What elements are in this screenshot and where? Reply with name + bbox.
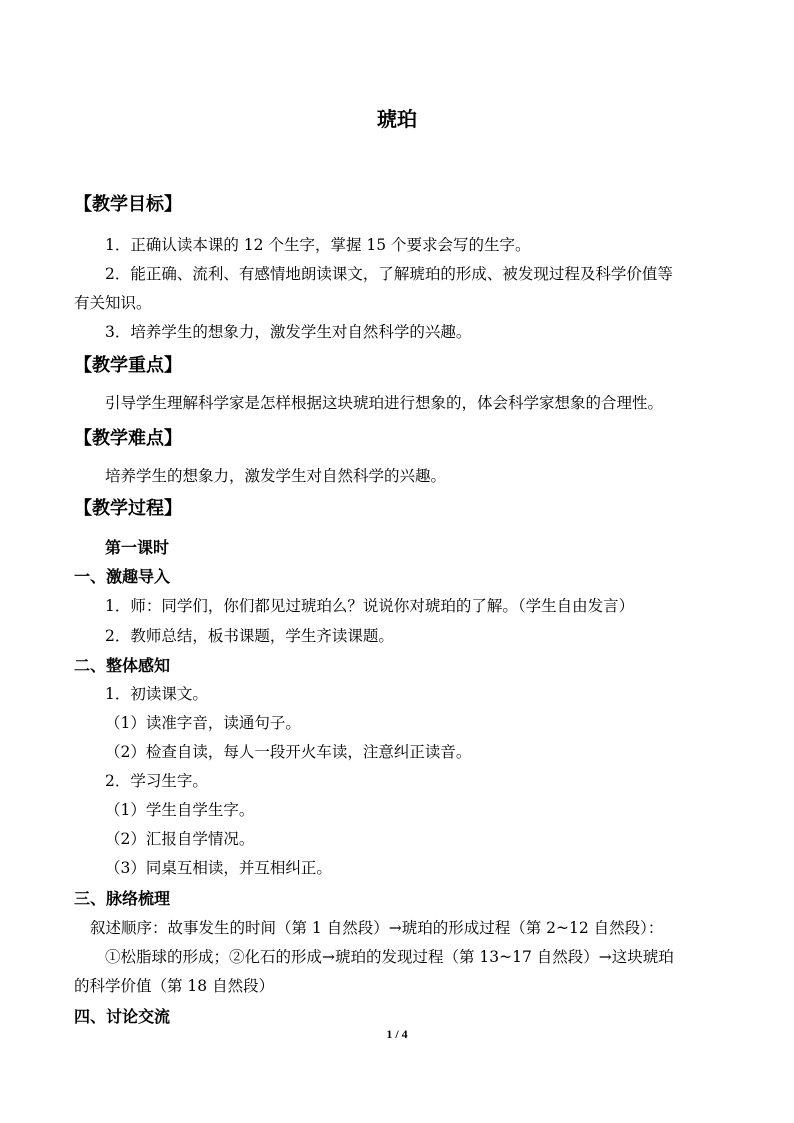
goal-item-2: 2．能正确、流利、有感情地朗读课文，了解琥珀的形成、被发现过程及科学价值等 [105, 265, 673, 283]
part2-item-3: （2）检查自读，每人一段开火车读，注意纠正读音。 [105, 743, 472, 761]
section-heading-difficult: 【教学难点】 [74, 428, 182, 449]
part1-item-1: 1．师：同学们，你们都见过琥珀么？说说你对琥珀的了解。（学生自由发言） [105, 597, 635, 615]
part3-title: 三、脉络梳理 [74, 889, 171, 908]
difficult-text: 培养学生的想象力，激发学生对自然科学的兴趣。 [105, 467, 447, 485]
goal-item-3: 3．培养学生的想象力，激发学生对自然科学的兴趣。 [105, 323, 472, 341]
part4-title: 四、讨论交流 [74, 1007, 171, 1026]
goal-item-2-cont: 有关知识。 [74, 294, 152, 312]
page-title: 琥珀 [377, 107, 417, 131]
key-text: 引导学生理解科学家是怎样根据这块琥珀进行想象的，体会科学家想象的合理性。 [105, 394, 664, 412]
page-number: 1 / 4 [386, 1027, 408, 1041]
part3-item-1: 叙述顺序：故事发生的时间（第 1 自然段）→琥珀的形成过程（第 2~12 自然段）： [90, 919, 664, 937]
part1-title: 一、激趣导入 [74, 567, 171, 586]
part3-item-2: ①松脂球的形成；②化石的形成→琥珀的发现过程（第 13~17 自然段）→这块琥珀 [105, 948, 674, 966]
part2-title: 二、整体感知 [74, 656, 171, 675]
lesson-label: 第一课时 [105, 538, 170, 557]
part1-item-2: 2．教师总结，板书课题，学生齐读课题。 [105, 627, 394, 645]
part2-item-7: （3）同桌互相读，并互相纠正。 [105, 859, 332, 877]
section-heading-goals: 【教学目标】 [74, 194, 182, 215]
section-heading-process: 【教学过程】 [74, 498, 182, 519]
part2-item-5: （1）学生自学生字。 [105, 801, 255, 819]
section-heading-key: 【教学重点】 [74, 355, 182, 376]
part2-item-4: 2．学习生字。 [105, 772, 208, 790]
part2-item-1: 1．初读课文。 [105, 685, 208, 703]
part2-item-2: （1）读准字音，读通句子。 [105, 714, 301, 732]
goal-item-1: 1．正确认读本课的 12 个生字，掌握 15 个要求会写的生字。 [105, 236, 531, 254]
part2-item-6: （2）汇报自学情况。 [105, 830, 255, 848]
part3-item-3: 的科学价值（第 18 自然段） [74, 977, 275, 995]
